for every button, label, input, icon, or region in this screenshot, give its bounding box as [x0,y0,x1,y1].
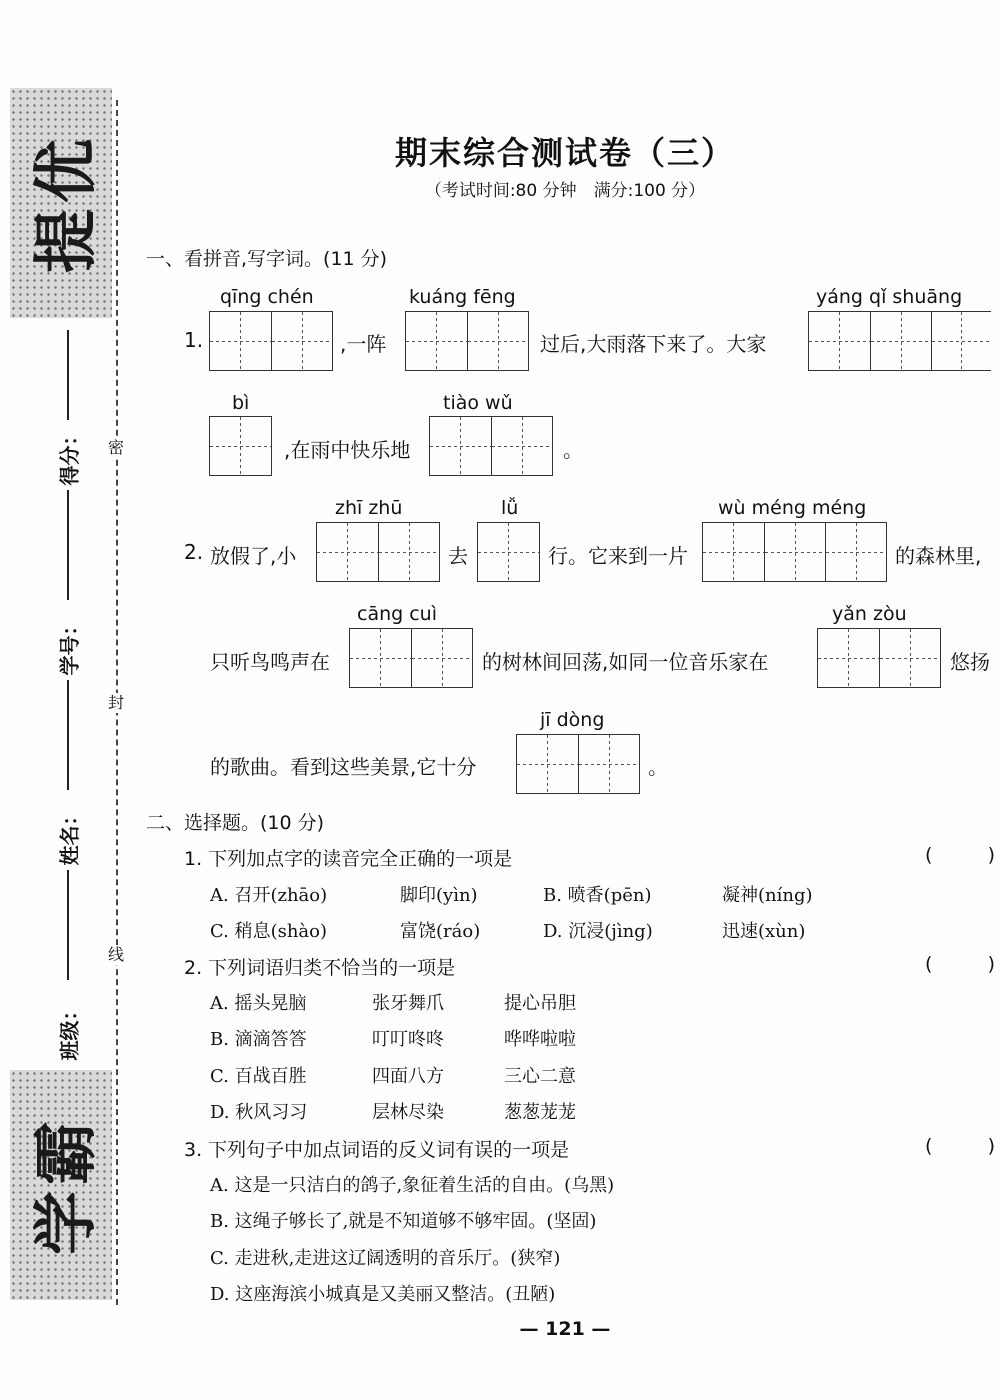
answer-grid-qingchen[interactable] [209,311,333,371]
q2-text-3: 行。它来到一片 [548,544,688,568]
q1-option-d1: D. 沉浸(jìng) [543,921,653,942]
name-label: 姓名： [57,805,82,865]
q1-number: 1. [184,328,204,352]
pinyin-yanzou: yǎn zòu [832,603,907,625]
q1-option-c2: 富饶(ráo) [400,921,481,942]
q1-text-4: 。 [563,438,583,462]
page-title: 期末综合测试卷（三） [394,134,735,172]
q2-option-a1: A. 摇头晃脑 [210,993,307,1014]
bottom-decor-band [10,1070,112,1300]
answer-grid-tiaowu[interactable] [429,416,553,476]
choice-q1-stem: 1. 下列加点字的读音完全正确的一项是 [184,848,513,870]
score-field[interactable] [45,330,91,600]
top-decor-band [10,88,112,318]
q2-option-d3: 葱葱茏茏 [504,1102,576,1123]
q3-option-a: A. 这是一只洁白的鸽子,象征着生活的自由。(乌黑) [210,1175,615,1196]
q2-option-c3: 三心二意 [504,1066,576,1087]
pinyin-bi: bì [232,392,250,414]
answer-grid-cangcui[interactable] [349,628,473,688]
q3-option-c: C. 走进秋,走进这辽阔透明的音乐厅。(狭窄) [210,1248,561,1269]
answer-grid-zhizhu[interactable] [316,522,440,582]
pinyin-tiaowu: tiào wǔ [443,392,513,414]
pinyin-kuangfeng: kuáng fēng [409,286,516,308]
q1-option-b2: 凝神(níng) [722,885,813,906]
score-line [67,330,69,420]
cut-char-mi: 密 [108,438,125,457]
cut-char-xian: 线 [108,945,125,964]
q1-option-a1: A. 召开(zhāo) [210,885,328,906]
answer-grid-yangqi[interactable] [808,311,991,371]
answer-grid-kuangfeng[interactable] [405,311,529,371]
answer-paren-q3[interactable]: ( ) [925,1135,995,1157]
choice-q3-stem: 3. 下列句子中加点词语的反义词有误的一项是 [184,1139,570,1161]
section2-heading: 二、选择题。(10 分) [146,812,325,834]
page-number: — 121 — [519,1318,611,1340]
pinyin-zhizhu: zhī zhū [335,497,403,519]
q1-text-1: ,一阵 [340,332,387,356]
q2-number: 2. [184,540,204,564]
student-id-label: 学号： [57,615,82,675]
q1-option-c1: C. 稍息(shào) [210,921,328,942]
pinyin-yangqishuang: yáng qǐ shuāng [816,286,963,308]
cut-char-feng: 封 [108,693,125,712]
q2-option-a3: 提心吊胆 [504,993,576,1014]
q2-text-7: 悠扬 [950,650,990,674]
q2-text-4: 的森林里, [895,544,982,568]
answer-paren-q1[interactable]: ( ) [925,844,995,866]
student-id-line [67,680,69,790]
student-id-field[interactable] [45,610,91,790]
answer-grid-bi[interactable] [209,416,272,476]
top-band-text: 提优 [30,133,104,273]
q1-option-a2: 脚印(yìn) [400,885,478,906]
q1-text-2: 过后,大雨落下来了。大家 [540,332,767,356]
q1-text-3: ,在雨中快乐地 [284,438,411,462]
name-field[interactable] [45,800,91,980]
q2-text-1: 放假了,小 [210,544,297,568]
answer-grid-wumengmeng[interactable] [702,522,887,582]
q2-text-6: 的树林间回荡,如同一位音乐家在 [482,650,769,674]
q2-text-2: 去 [448,544,468,568]
q2-option-d1: D. 秋风习习 [210,1102,308,1123]
pinyin-lv: lǚ [501,497,519,519]
q2-option-b1: B. 滴滴答答 [210,1029,307,1050]
q2-text-8: 的歌曲。看到这些美景,它十分 [210,755,477,779]
q2-option-d2: 层林尽染 [372,1102,444,1123]
score-line-2 [67,490,69,600]
q3-option-d: D. 这座海滨小城真是又美丽又整洁。(丑陋) [210,1284,556,1305]
answer-grid-jidong[interactable] [516,734,640,794]
section1-heading: 一、看拼音,写字词。(11 分) [146,248,388,270]
choice-q2-stem: 2. 下列词语归类不恰当的一项是 [184,957,456,979]
pinyin-jidong: jī dòng [540,709,605,731]
pinyin-qingchen: qīng chén [220,286,314,308]
answer-grid-yanzou[interactable] [817,628,941,688]
q1-option-d2: 迅速(xùn) [722,921,806,942]
q1-option-b1: B. 喷香(pēn) [543,885,652,906]
exam-info: （考试时间:80 分钟 满分:100 分） [424,181,706,201]
bottom-band-text: 学霸 [30,1115,104,1255]
class-label: 班级： [57,1000,82,1060]
q2-option-b3: 哗哗啦啦 [504,1029,576,1050]
q2-text-9: 。 [648,755,668,779]
q2-option-a2: 张牙舞爪 [372,993,444,1014]
q2-text-5: 只听鸟鸣声在 [210,650,330,674]
class-field[interactable] [45,995,91,1065]
answer-grid-lv[interactable] [477,522,540,582]
pinyin-wumengmeng: wù méng méng [718,497,867,519]
q3-option-b: B. 这绳子够长了,就是不知道够不够牢固。(坚固) [210,1211,597,1232]
pinyin-cangcui: cāng cuì [357,603,437,625]
answer-paren-q2[interactable]: ( ) [925,953,995,975]
score-label: 得分： [57,425,82,485]
q2-option-c1: C. 百战百胜 [210,1066,307,1087]
q2-option-b2: 叮叮咚咚 [372,1029,444,1050]
q2-option-c2: 四面八方 [372,1066,444,1087]
name-line [67,870,69,980]
